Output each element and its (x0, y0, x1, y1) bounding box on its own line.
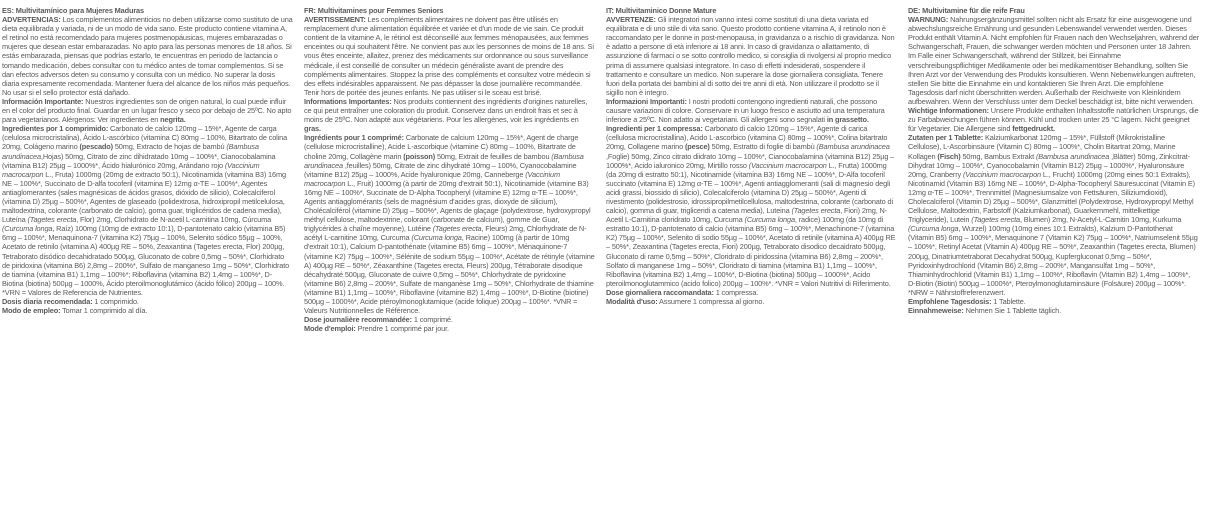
usage-label: Modalità d'uso: (606, 297, 658, 306)
ingredients-text: 50mg, Bambus Extrakt (960, 151, 1036, 161)
info-paragraph (606, 97, 897, 124)
ingredients-text: Carbonate de calcium 120mg – 15%*, Agent de charge (cellulose microcristalline), Acide L-ascorbique (vitamine C) 80mg – 100%, Bitartrate de choline 20mg, Collagène marin (304, 133, 579, 161)
usage-paragraph (606, 297, 897, 306)
ingredients-text: , Fleurs) 2mg, Chlorhydrate de N-acétyl L-carnitine 10mg, Curcuma (304, 224, 587, 243)
warnings-label: AVERTISSEMENT: (304, 15, 366, 25)
latin-name: (Curcuma longa (744, 215, 795, 225)
latin-name: (Bambusa arundinacea (304, 151, 584, 170)
ingredients-text: L., Frucht) 1000mg (20mg eines 50:1 Extrakts), Nicotinamid (Vitamin B3) 16mg NE – 100%*, D-Alpha-Tocopheryl Säuresuccinat (Vitamin E) 12mg α-TE – 100%*, Trennmittel (Magnesiumsalze von Fettsäuren, Siliziumdioxid), Cholecalciferol (Vitamin D) 25µg – 500%*, Glanzmittel (Polydextrose, Hydroxypropyl Methyl Cellulose, Maltodextrin, Farbstoff (Kalziumkarbonat), Guarkernmehl, mittelkettige Triglyceride), Lutein (908, 169, 1195, 225)
dose-text: 1 comprimido. (92, 297, 139, 306)
ingredients-label: Zutaten per 1 Tablette: (908, 133, 984, 143)
ingredients-text: , Racine) 100mg (à partir de 10mg d'extrait 10:1), Calcium D-pantothénate (vitamine B5) 6mg – 100%*, Ménaquinone-7 (vitamine K2) 75µg – 100%*, Sélénite de sodium 55µg – 100%*, Acétate de rétinyle (vitamine A) 400µg RE – 50%*, Zéaxanthine (Tagetes erecta, Fleurs) 200µg, Tétraborate disodique décahydraté 500µg, Gluconate de cuivre 0,5mg – 50%*, Chlorhydrate de pyridoxine (vitamine B6) 2,8mg – 200%*, Sulfate de manganèse 1mg – 50%*, Chlorhydrate de thiamine (vitamine B1) 1,1mg – 100%*, Riboflavine (vitamine B2) 1,4mg – 100%*, D-Biotine (biotine) 500µg – 1000%*, Acide ptéroylmonoglutamique (acide folique) 200µg – 100%*. *VNR = Valeurs Nutritionnelles de Référence. (304, 233, 595, 316)
ingredients-text: Carbonato de calcio 120mg – 15%*, Agente de carga (celulosa microcristalina), Ácido L-ascórbico (vitamina C) 80mg – 100%, Bitartrato de colina 20mg, Colágeno marino (2, 124, 288, 152)
info-bold-tail: fettgedruckt. (1012, 124, 1055, 134)
column-fr (304, 6, 595, 512)
ingredients-text: , radice) 100mg (da 10mg di estratto 10:1), D-pantotenato di calcio (vitamina B5) 6mg – 100%*, Menachinone-7 (vitamina K2) 75µg – 100%*, Selenito di sodio 55µg – 100%*, Acetato di retinile (vitamina A) 400µg RE – 50%*, Zeaxantina (Tagetes erecta, Fiori) 200µg, Tetraborato disodico decaidrato 500µg, Gluconato di rame 0,5mg – 50%*, Cloridrato di piridossina (vitamina B6) 2,8mg – 200%*, Solfato di manganese 1mg – 50%*, Cloridrato di tiamina (vitamina B1) 1,1mg – 100%*, Riboflavina (vitamina B2) 1,4mg – 100%*, D-Biotina (biotina) 500µg – 1000%*, Acido pteroilmonoglutammico (acido folico) 200µg – 100%*. *VNR = Valori Nutritivi di Riferimento. (606, 215, 896, 288)
column-title: FR: Multivitamines pour Femmes Seniors (304, 6, 444, 15)
usage-text: Assumere 1 compressa al giorno. (657, 297, 765, 306)
warnings-text: Gli integratori non vanno intesi come sostituti di una dieta variata ed equilibrata e di uno stile di vita sano. Questo prodotto contiene vitamina A, il retinolo non è raccomandato per le donne in post-menopausa, in gravidanza o a rischio di gravidanza. Non è adatto a persone di età inferiore ai 18 anni. In caso di gravidanza o allattamento, di assunzione di farmaci o se sotto controllo medico, si consiglia di rivolgersi al proprio medico prima di assumere qualsiasi integratore. In caso di effetti indesiderati, sospendere il trattamento e consultare un medico. Non superare la dose giornaliera consigliata. Tenere fuori della portata dei bambini al di sotto dei tre anni di età. Non utilizzare il prodotto se il sigillo non è integro. (606, 15, 895, 97)
column-title: ES: Multivitamínico para Mujeres Maduras (2, 6, 144, 15)
warnings-label: WARNUNG: (908, 15, 949, 25)
column-de (908, 6, 1199, 512)
usage-paragraph (908, 306, 1199, 315)
column-it (606, 6, 897, 512)
info-label: Informations Importantes: (304, 96, 392, 106)
latin-name: (Vaccinium macrocarpon (962, 169, 1041, 179)
ingredients-label: Ingredienti per 1 compressa: (606, 124, 703, 134)
latin-name: (Bambusa arundinacea (1035, 151, 1110, 161)
info-paragraph (2, 97, 293, 124)
info-paragraph (908, 106, 1199, 133)
allergen-text: (poisson) (403, 151, 436, 161)
info-label: Wichtige Informationen: (908, 106, 989, 116)
dose-label: Dose giornaliera raccomandata: (606, 287, 714, 297)
latin-name: (Vaccinium macrocarpon (2, 160, 260, 179)
column-title: DE: Multivitamine für die reife Frau (908, 6, 1025, 15)
ingredients-text: ,Blätter) 50mg, Zinkcitrat-Dihydrat 10mg – 100%*, Cyanocobalamin (Vitamin B12) 25µg – 1000%*, Hyaluronsäure 20mg, Cranberry (908, 151, 1190, 179)
allergen-text: (Fisch) (937, 151, 961, 161)
latin-name: (Curcuma longa (2, 224, 53, 234)
column-es (2, 6, 293, 512)
ingredients-text: , Fiori) 2mg, N-Acetil L-Carnitina cloridrato 10mg, Curcuma (606, 206, 887, 225)
ingredients-paragraph (2, 124, 293, 297)
latin-name: (Curcuma longa (411, 233, 462, 243)
ingredients-text: , Raíz) 100mg (10mg de extracto 10:1), D-pantotenato calcio (vitamina B5) 6mg – 100%*, Menaquinona-7 (vitamina K2) 75µg – 100%, Selenito sódico 55µg – 100%, Acetato de retinilo (vitamina A) 400µg RE – 50%, Zeaxantina (Tagetes erecta, Flor) 200µg, Tetraborato disódico decahidratado 500µg, Gluconato de cobre 0,5mg – 50%*, Clorhidrato de piridoxina (vitamina B6) 2,8mg – 200%*, Sulfato de manganeso 1mg – 50%*, Clorhidrato de tiamina (vitamina B1) 1,1mg – 100%*; Riboflavina (vitamina B2) 1,4mg – 100%*, D-Biotina (biotina) 500µg – 1000%, Ácido pteroilmonoglutámico (ácido fólico) 200µg – 100%. *VRN = Valores de Referencia de Nutrientes. (2, 224, 290, 297)
ingredients-text: Carbonato di calcio 120mg – 15%*, Agente di carica (cellulosa microcristallina), Acido L-ascorbico (vitamina C) 80mg – 100%*, Colina bitartrato 20mg, Collagene marino (606, 124, 888, 152)
dose-label: Dosis diaria recomendada: (2, 297, 93, 306)
ingredients-label: Ingrédients pour 1 comprimé: (304, 133, 404, 143)
ingredients-text: , Flor) 2mg, Clorhidrato de N-acetil L-carnitina 10mg, Cúrcuma (76, 215, 272, 225)
warnings-paragraph (908, 15, 1199, 106)
usage-label: Mode d'emploi: (304, 324, 356, 334)
usage-paragraph (2, 306, 293, 315)
latin-name: (Tagetes erecta (432, 224, 482, 234)
dose-paragraph (606, 288, 897, 297)
latin-name: (Bambusa arundinacea (2, 142, 259, 161)
info-paragraph (304, 97, 595, 133)
latin-name: (Bambusa arundinacea (816, 142, 890, 152)
warnings-label: AVVERTENZE: (606, 15, 656, 25)
warnings-paragraph (2, 15, 293, 97)
latin-name: (Vaccinium macrocarpon (304, 169, 560, 188)
ingredients-paragraph (908, 133, 1199, 297)
dose-label: Dose journalière recommandée: (304, 315, 412, 325)
ingredients-text: ,Foglie) 50mg, Zinco citrato diidrato 10mg – 100%*, Cianocobalamina (vitamina B12) 25µg – 1000%*, Acido ialuronico 20mg, Mirtillo rosso (606, 151, 895, 170)
latin-name: (Curcuma longa (908, 224, 959, 234)
usage-text: Nehmen Sie 1 Tablette täglich. (963, 306, 1062, 316)
latin-name: (Vaccinium macrocarpon (748, 160, 827, 170)
latin-name: (Tagetes erecta (971, 215, 1021, 225)
latin-name: (Tagetes erecta (27, 215, 77, 225)
allergen-text: (pesce) (684, 142, 710, 152)
info-bold-tail: in grassetto. (826, 115, 869, 125)
warnings-paragraph (304, 15, 595, 97)
ingredients-text: , Wurzel) 100mg (10mg eines 10:1 Extrakts), Kalzium D-Pantothenat (Vitamin B5) 6mg – 100%*, Menaquinone 7 (Vitamin K2) 75µg – 100%*, Natriumselenit 55µg – 100%*, Retinyl Acetat (Vitamin A) 400µg RE – 50%*, Zeaxanthin (Tagetes erecta, Blumen) 200µg, Dinatriumtetraborat Decahydrat 500µg, Kupfergluconat 0,5mg – 50%*, Pyridoxinhydrochlorid (Vitamin B6) 2,8mg – 200%*, Mangansulfat 1mg – 50%*, Thiaminhydrochlorid (Vitamin B1) 1,1mg – 100%*, Riboflavin (Vitamin B2) 1,4mg – 100%*, D-Biotin (Biotin) 500µg – 1000%*, Pteroylmonoglutaminsäure (Folsäure) 200µg – 100%*. *NRW = Nährstoffreferenzwert. (908, 224, 1198, 297)
usage-label: Einnahmeweise: (908, 306, 964, 316)
allergen-text: (pescado) (79, 142, 113, 152)
ingredients-paragraph (606, 124, 897, 288)
info-text: Nuestros ingredientes son de origen natural, lo cual puede influir en el color del producto final. Guardar en un lugar fresco y seco por debajo de 25ºC. No apto para vegetarianos. Alérgenos: Ver ingredientes en (2, 96, 292, 125)
dose-text: 1 Tablette. (991, 297, 1026, 306)
ingredients-text: ,feuilles) 50mg, Citrate de zinc dihydraté 10mg – 100%, Cyanocobalamine (vitamine B12) 25µg – 1000%, Acide hyaluronique 20mg, Canneberge (304, 160, 577, 179)
latin-name: (Tagetes erecta (791, 206, 841, 216)
ingredients-text: L., Frutta) 1000mg (da 20mg di estratto 50:1), Nicotinamide (vitamina B3) 16mg NE – 100%*, D-Alfa tocoferil succinato (vitamina E) 12mg α-TE – 100%*, Agenti antiagglomeranti (sali di magnesio degli acidi grassi, biossido di silicio), Colecalciferolo (vitamina D) 25µg – 500%*, Agenti di rivestimento (polidestrosio, idrossipropilmetilcellulosa, maltodestrina, colorante (carbonato di calcio), gomma di guar, trigliceridi a catena media), Luteina (606, 160, 893, 216)
usage-label: Modo de empleo: (2, 306, 61, 316)
dose-paragraph (908, 297, 1199, 306)
ingredients-text: L., Fruta) 1000mg (20mg de extracto 50:1), Nicotinamida (vitamina B3) 16mg NE – 100%*, Succinato de D-alfa tocoferil (vitamina E) 12mg α-TE – 100%*, Agentes antiaglomerantes (sales magnésicas de ácidos grasos, dióxido de silicio), Colecalciferol (vitamina D) 25µg – 500%*, Agentes de glaseado (polidextrosa, hidroxipropil metilcelulosa, maltodextrina, colorante (carbonato de calcio), goma guar, triglicéridos de cadena media), Luteína (2, 169, 286, 225)
ingredients-text: 50mg, Estratto di foglie di bambù (709, 142, 817, 152)
warnings-text: Los complementos alimenticios no deben utilizarse como sustituto de una dieta equilibrada y variada, ni de un modo de vida sano. Este producto contiene vitamina A, el retinol no está recomendado para mujeres postmenopáusicas, mujeres embarazadas o mujeres que desean estar embarazadas. No apto para las personas menores de 18 años. Si estás embarazada, piensas que podrías estarlo, te encuentras en periodo de lactancia o tomando medicación, debes consultar con tu médico antes de tomar complementos. Si se dan efectos adversos deten su consumo y consulta con un médico. No superar la dosis diaria expresamente recomendada. Mantener fuera del alcance de los niños más pequeños. No usar si el sello protector está dañado. (2, 15, 293, 97)
info-bold-tail: gras. (304, 124, 321, 134)
ingredients-text: 50mg, Extracto de hojas de bambú (112, 142, 227, 152)
info-text: Unsere Produkte enthalten Inhaltsstoffe natürlichen Ursprungs, die zu Farbabweichungen führen können. Kühl und trocken unter 25 °C lagern. Nicht geeignet für Vegetarier. Die Allergene sind (908, 106, 1199, 134)
warnings-paragraph (606, 15, 897, 97)
warnings-text: Les compléments alimentaires ne doivent pas être utilisés en remplacement d'une alimentation équilibrée et variée et d'un mode de vie sain. Ce produit contient de la vitamine A, le rétinol est déconseillé aux femmes ménopausées, aux femmes enceintes ou qui souhaitent l'être. Ne convient pas aux les personnes de moins de 18 ans. Si vous êtes enceinte, allaitez, prenez des médicaments sur ordonnance ou sous surveillance médicale, il est conseillé de consulter un médecin généraliste avant de prendre des compléments alimentaires. Stoppez la prise des compléments et consultez votre médecin si des effets indésirables apparaissent. Ne pas dépasser la dose journalière recommandée. Tenir hors de portée des jeunes enfants. Ne pas utiliser si le sceau est brisé. (304, 15, 594, 97)
column-title: IT: Multivitaminico Donne Mature (606, 6, 717, 15)
ingredients-paragraph (304, 133, 595, 315)
usage-text: Tomar 1 comprimido al día. (60, 306, 148, 316)
ingredients-text: Kalziumkarbonat 120mg – 15%*, Füllstoff (Mikrokristalline Cellulose), L-Ascorbinsäure (Vitamin C) 80mg – 100%*, Cholin Bitartrat 20mg, Marine Kollagen (908, 133, 1176, 161)
ingredients-text: ,Hojas) 50mg, Citrato de zinc dihidratado 10mg – 100%*, Cianocobalamina (vitamina B12) 25µg – 1000%*, Ácido hialurónico 20mg, Arándano rojo (2, 151, 276, 170)
ingredients-label: Ingredientes por 1 comprimido: (2, 124, 109, 134)
info-text: Nos produits contiennent des ingrédients d'origines naturelles, ce qui peut entraîner une coloration du produit. Conservez dans un endroit frais et sec à moins de 25ºC. Non adapté aux végétariens. Pour les allergènes, voir les ingrédients en (304, 96, 588, 125)
info-text: I nostri prodotti contengono ingredienti naturali, che possono causare variazioni di colore. Conservare in un luogo fresco e asciutto ad una temperatura inferiore a 25ºC. Non adatto ai vegetariani. Gli allergeni sono segnalati (606, 96, 885, 125)
warnings-text: Nahrungsergänzungsmittel sollten nicht als Ersatz für eine ausgewogene und abwechslungsreiche Ernährung und gesunden Lebenswandel verwendet werden. Dieses Produkt enthält Vitamin A. Nicht empfohlen für Frauen nach den Wechseljahren, während der Schwangerschaft, Frauen, die schwanger werden möchten und Personen unter 18 Jahren. Im Falle einer Schwangerschaft, während der Stillzeit, bei Einnahme verschreibungspflichtiger Medikamente oder bei medikamentöser Behandlung, sollten Sie Ihren Arzt vor der Verwendung des Produkts konsultieren. Wenn Nebenwirkungen auftreten, stellen Sie bitte die Einnahme ein und kontaktieren Sie Ihren Arzt. Die empfohlene Tagesdosis darf nicht überschritten werden. Außerhalb der Reichweite von Kleinkindern aufbewahren. Wenn der Verschluss unter dem Deckel beschädigt ist, bitte nicht verwenden. (908, 15, 1199, 106)
info-label: Informazioni Importanti: (606, 96, 687, 106)
dose-paragraph (2, 297, 293, 306)
usage-text: Prendre 1 comprimé par jour. (355, 324, 449, 334)
warnings-label: ADVERTENCIAS: (2, 15, 61, 25)
ingredients-text: L., Fruit) 1000mg (à partir de 20mg d'extrait 50:1), Nicotinamide (vitamine B3) 16mg NE – 100%*, Succinate de D-Alpha Tocopheryl (vitamine E) 12mg α-TE – 100%*, Agents antiagglomérants (sels de magnésium d'acides gras, dioxyde de silicium), Cholécalciférol (vitamine D) 25µg – 500%*, Agents de glaçage (polydextrose, hydroxypropyl méthyl cellulose, maltodextrine, colorant (carbonate de calcium), gomme de Guar, triglycérides à chaîne moyenne), Lutéine (304, 178, 591, 234)
dose-text: 1 compressa. (713, 287, 759, 297)
ingredients-text: 50mg, Extrait de feuilles de bambou (435, 151, 552, 161)
dose-text: 1 comprimé. (411, 315, 453, 325)
dose-label: Empfohlene Tagesdosis: (908, 297, 992, 306)
info-label: Información Importante: (2, 96, 84, 106)
info-bold-tail: negrita. (160, 115, 186, 125)
ingredients-text: , Blumen) 2mg, N-Acetyl-L-Carnitin 10mg, Kurkuma (1020, 215, 1182, 225)
dose-paragraph (304, 315, 595, 324)
usage-paragraph (304, 324, 595, 333)
